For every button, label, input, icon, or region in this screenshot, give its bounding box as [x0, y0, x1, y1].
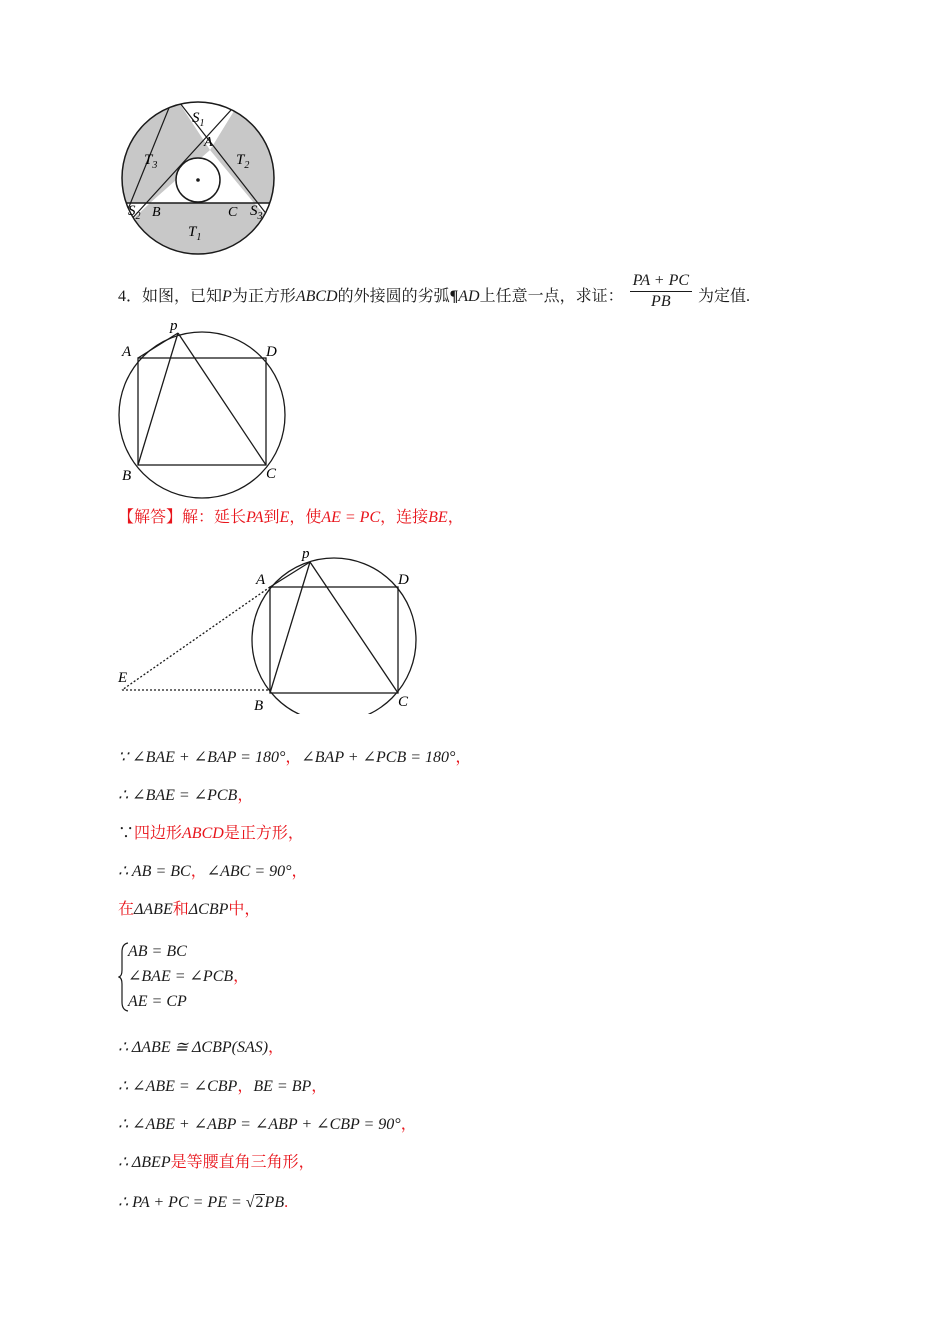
step-7: ∴ ∠ABE = ∠CBP，BE = BP， — [118, 1078, 328, 1095]
label-c: C — [398, 694, 409, 710]
label-a: A — [256, 572, 266, 588]
label-b: B — [254, 698, 264, 714]
fraction: $\frac{PA + PC}{PB}$ — [630, 271, 692, 312]
label-s2: $S_2$ — [128, 203, 141, 222]
label-d: D — [266, 344, 277, 360]
label-a: A — [204, 135, 213, 150]
label-s1: $S_1$ — [192, 110, 205, 129]
figure-square-in-circle — [118, 318, 298, 502]
label-b: B — [122, 468, 132, 484]
label-d: D — [398, 572, 409, 588]
step-5: 在ΔABE和ΔCBP中， — [118, 901, 261, 918]
problem-statement: 4．如图，已知P为正方形ABCD的外接圆的劣弧¶AD上任意一点，求证： $\frac{PA + PC}{PB}$ 为定值. — [118, 272, 751, 310]
step-8: ∴ ∠ABE + ∠ABP = ∠ABP + ∠CBP = 90°， — [118, 1116, 417, 1133]
system-line-3: AE = CP — [128, 993, 187, 1010]
step-6: ∴ ΔABE ≅ ΔCBP(SAS)， — [118, 1039, 285, 1056]
system-line-1: AB = BC — [128, 943, 187, 960]
label-t3: $T_3$ — [144, 152, 158, 171]
step-1: ∵ ∠BAE + ∠BAP = 180°，∠BAP + ∠PCB = 180°， — [118, 749, 472, 766]
step-4: ∴ AB = BC，∠ABC = 90°， — [118, 863, 308, 880]
label-p: p — [302, 546, 310, 562]
label-e: E — [118, 670, 128, 686]
label-s3: $S_3$ — [250, 203, 263, 222]
label-c: C — [266, 466, 277, 482]
label-t2: $T_2$ — [236, 152, 250, 171]
label-c: C — [228, 205, 238, 220]
figure-circle-regions — [118, 98, 282, 262]
step-9: ∴ ΔBEP是等腰直角三角形， — [118, 1154, 315, 1171]
label-b: B — [152, 205, 161, 220]
figure-extended-construction — [112, 542, 428, 714]
step-10: ∴ PA + PC = PE = √2PB. — [118, 1194, 289, 1211]
label-p: p — [170, 318, 178, 334]
step-2: ∴ ∠BAE = ∠PCB， — [118, 787, 254, 804]
step-3: ∵四边形ABCD是正方形， — [118, 825, 304, 842]
answer-intro: 【解答】解：延长PA到E，使AE = PC，连接BE， — [118, 509, 464, 526]
label-a: A — [122, 344, 132, 360]
system-line-2: ∠BAE = ∠PCB， — [128, 968, 250, 985]
label-t1: $T_1$ — [188, 224, 202, 243]
